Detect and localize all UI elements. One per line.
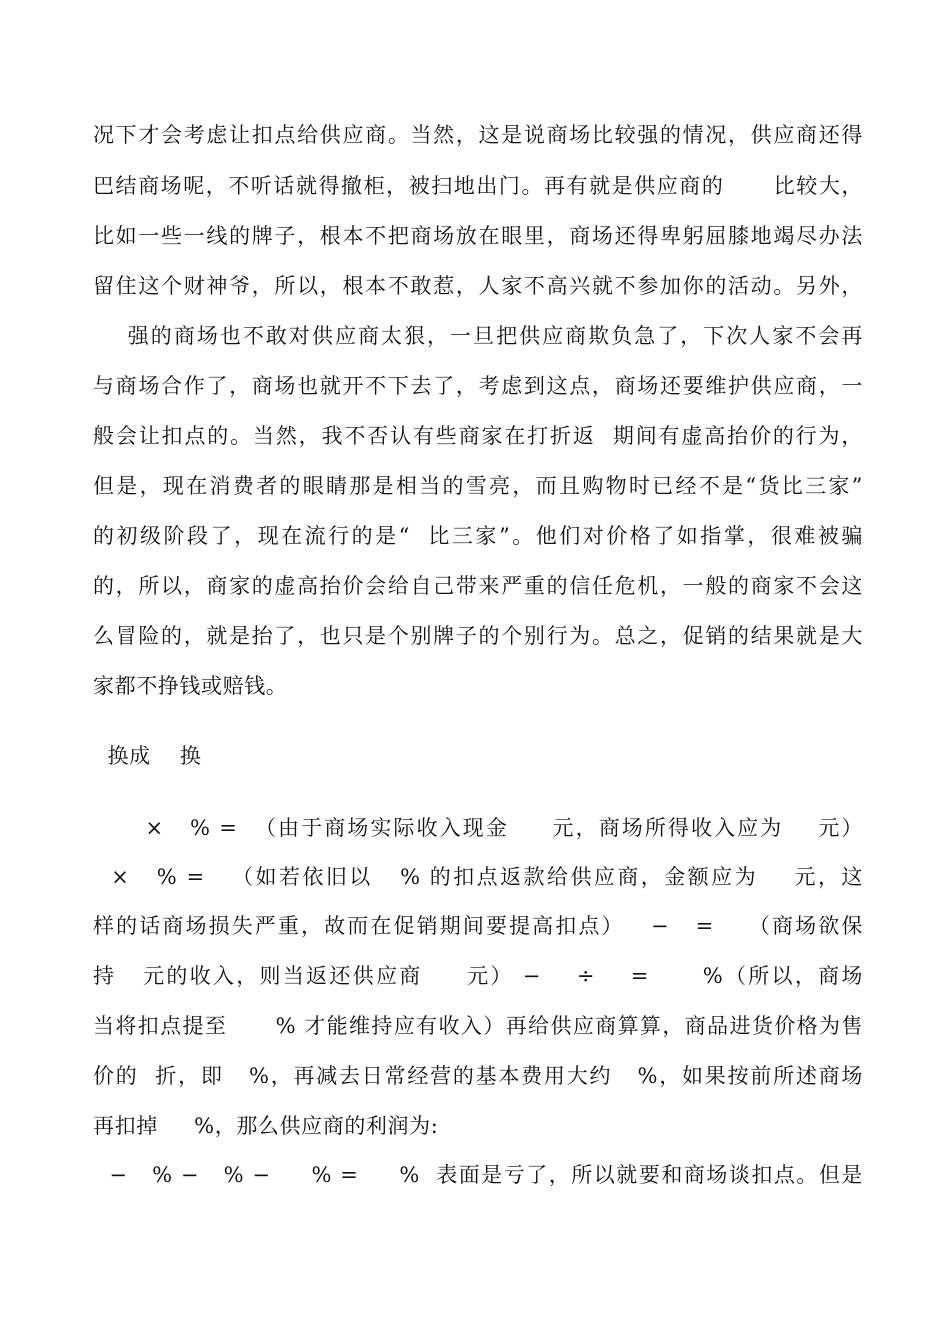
- body-text-line: 留住这个财神爷，所以，根本不敢惹，人家不高兴就不参加你的活动。另外，: [93, 274, 863, 298]
- body-text-line: 但是，现在消费者的眼睛那是相当的雪亮，而且购物时已经不是“货比三家”: [93, 474, 863, 498]
- calc-text-line: 当将扣点提至 % 才能维持应有收入）再给供应商算算，商品进货价格为售: [93, 1014, 863, 1038]
- calc-text-line: 样的话商场损失严重，故而在促销期间要提高扣点） − = （商场欲保: [93, 914, 863, 938]
- body-text-line: 比如一些一线的牌子，根本不把商场放在眼里，商场还得卑躬屈膝地竭尽办法: [93, 224, 863, 248]
- body-text-line: 的初级阶段了，现在流行的是“ 比三家”。他们对价格了如指掌，很难被骗: [93, 524, 863, 548]
- body-text-line: 与商场合作了，商场也就开不下去了，考虑到这点，商场还要维护供应商，一: [93, 374, 863, 398]
- body-text-line: 家都不挣钱或赔钱。: [93, 674, 288, 698]
- section-heading: 换成 换: [93, 744, 202, 768]
- calc-text-line: 持 元的收入，则当返还供应商 元） − ÷ = %（所以，商场: [93, 964, 863, 988]
- body-text-line: 强的商场也不敢对供应商太狠，一旦把供应商欺负急了，下次人家不会再: [93, 324, 863, 348]
- calc-text-line: 再扣掉 %，那么供应商的利润为:: [93, 1114, 439, 1138]
- calc-text-line: × % = （如若依旧以 % 的扣点返款给供应商，金额应为 元，这: [93, 865, 863, 889]
- calc-text-line: 价的 折，即 %，再减去日常经营的基本费用大约 %，如果按前所述商场: [93, 1064, 863, 1088]
- calc-text-line: − % − % − % = % 表面是亏了，所以就要和商场谈扣点。但是: [93, 1163, 863, 1187]
- body-text-line: 般会让扣点的。当然，我不否认有些商家在打折返 期间有虚高抬价的行为，: [93, 424, 863, 448]
- body-text-line: 巴结商场呢，不听话就得撤柜，被扫地出门。再有就是供应商的 比较大，: [93, 174, 863, 198]
- calc-text-line: × % = （由于商场实际收入现金 元，商场所得收入应为 元）: [93, 816, 863, 840]
- body-text-line: 况下才会考虑让扣点给供应商。当然，这是说商场比较强的情况，供应商还得: [93, 123, 863, 147]
- body-text-line: 的，所以，商家的虚高抬价会给自己带来严重的信任危机，一般的商家不会这: [93, 574, 863, 598]
- body-text-line: 么冒险的，就是抬了，也只是个别牌子的个别行为。总之，促销的结果就是大: [93, 624, 863, 648]
